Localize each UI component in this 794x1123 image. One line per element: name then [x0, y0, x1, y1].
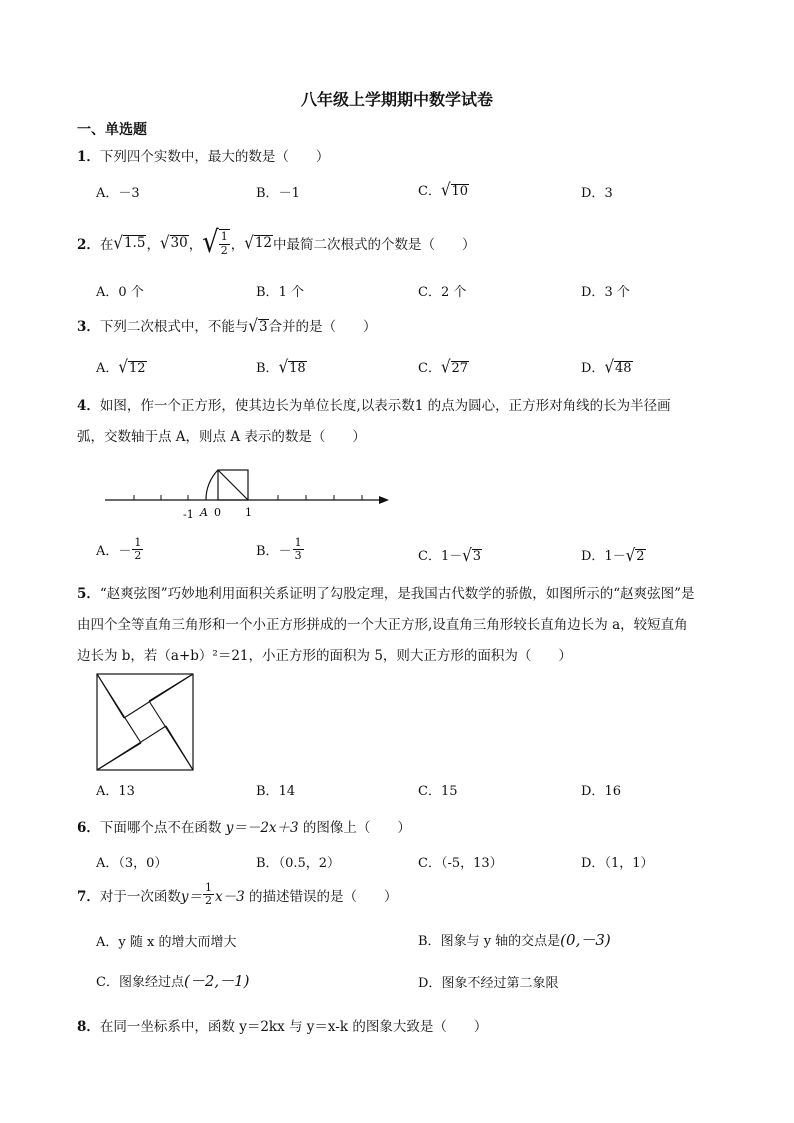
option-letter: C．	[418, 784, 441, 799]
option-text: （-5，13）	[440, 856, 503, 871]
option-letter: D．	[418, 976, 442, 991]
radical-sign: √	[159, 232, 170, 254]
q5-option-a	[96, 780, 135, 799]
q2-option-c	[418, 281, 466, 300]
option-letter: C．	[418, 184, 441, 199]
question-number: 5．	[77, 586, 100, 602]
option-text: 2 个	[440, 285, 467, 300]
option-text: 图象经过点	[118, 975, 184, 990]
option-letter: B．	[256, 784, 279, 799]
compass-arc	[206, 470, 218, 500]
radical-sign: √	[440, 179, 451, 201]
radicand: 30	[170, 235, 188, 252]
prefix: 1－	[440, 549, 463, 564]
formula-tail: x－3	[215, 888, 245, 905]
radical-sign: √	[462, 544, 472, 566]
question-5-line-2: 由四个全等直角三角形和一个小正方形拼成的一个大正方形,设直角三角形较长直角边长为 a，较短直角	[77, 617, 688, 633]
q4-option-d	[581, 545, 646, 564]
radical-sign: √	[248, 315, 258, 337]
option-letter: A．	[96, 285, 119, 300]
numerator: 1	[134, 536, 142, 549]
stem-text: 合并的是（ ）	[268, 319, 377, 335]
option-letter: A．	[96, 544, 119, 560]
question-6	[77, 816, 411, 836]
q7-option-d	[418, 972, 558, 991]
q1-option-b	[256, 182, 300, 201]
q4-option-a	[96, 537, 144, 562]
numerator: 1	[220, 230, 228, 244]
stem-text: 在	[99, 237, 114, 253]
question-8	[77, 1015, 487, 1035]
question-4-line-1	[77, 394, 671, 414]
question-number: 1．	[77, 149, 100, 165]
label-point-a: A	[200, 506, 208, 519]
option-text: （3，0）	[118, 856, 168, 871]
option-letter: A．	[96, 361, 119, 376]
q1-option-c	[418, 180, 469, 199]
q1-option-a	[96, 182, 140, 201]
option-text: 0 个	[118, 285, 144, 300]
option-letter: D．	[581, 856, 605, 871]
radical-sign: √	[440, 356, 451, 378]
question-7	[77, 882, 398, 907]
q4-option-c	[418, 545, 482, 564]
option-letter: B．	[256, 186, 279, 201]
denominator: 2	[220, 243, 228, 257]
option-text: 3	[604, 186, 613, 201]
option-letter: B．	[418, 934, 441, 949]
q3-option-d	[581, 357, 633, 376]
q2-option-d	[581, 281, 630, 300]
question-2	[77, 225, 476, 261]
question-number: 3．	[77, 319, 100, 335]
option-text: y 随 x 的增大而增大	[118, 935, 237, 950]
radicand: 2	[636, 549, 645, 564]
zhao-shuang-diagram	[96, 673, 194, 771]
question-3	[77, 315, 377, 335]
q7-option-a	[96, 931, 236, 950]
radicand: 48	[615, 361, 632, 376]
inner-triangles	[97, 674, 193, 770]
option-letter: C．	[96, 975, 119, 990]
separator: ，	[188, 237, 203, 253]
sign: －	[278, 544, 292, 560]
option-text: 13	[118, 784, 135, 799]
square-diagonal	[218, 470, 248, 500]
stem-text: 的描述错误的是（ ）	[249, 888, 398, 905]
q1-option-d	[581, 182, 613, 201]
denominator: 2	[205, 894, 213, 908]
radicand: 1.5	[123, 235, 146, 252]
prefix: 1－	[604, 549, 626, 564]
option-letter: D．	[581, 361, 605, 376]
stem-text: 如图，作一个正方形，使其边长为单位长度,以表示数1 的点为圆心，正方形对角线的长为半径画	[99, 398, 671, 414]
formula: y＝－2x＋3	[225, 820, 299, 836]
option-text: （1，1）	[604, 856, 654, 871]
option-text: 14	[278, 784, 296, 799]
option-letter: D．	[581, 186, 605, 201]
radicand: 18	[289, 361, 306, 376]
q5-option-b	[256, 780, 295, 799]
question-stem: 在同一坐标系中，函数 y＝2kx 与 y＝x-k 的图象大致是（ ）	[99, 1019, 488, 1035]
radical-sign: √	[604, 356, 614, 378]
q3-option-c	[418, 357, 469, 376]
separator: ，	[230, 237, 245, 253]
radicand: 27	[451, 361, 469, 376]
label-one: 1	[245, 506, 252, 519]
option-letter: C．	[418, 361, 441, 376]
option-text: 16	[604, 784, 621, 799]
question-4-line-2: 弧，交数轴于点 A，则点 A 表示的数是（ ）	[77, 429, 366, 445]
q7-option-c	[96, 970, 250, 991]
question-number: 8．	[77, 1019, 100, 1035]
q2-option-b	[256, 281, 304, 300]
option-text: 3 个	[604, 285, 630, 300]
q3-option-a	[96, 357, 147, 376]
option-letter: D．	[581, 285, 605, 300]
option-letter: D．	[581, 549, 605, 564]
question-stem: 下列四个实数中，最大的数是（ ）	[99, 149, 330, 165]
radical-sign: √	[278, 356, 289, 378]
radical-sign: √	[625, 544, 636, 566]
radical-sign: √	[244, 232, 254, 254]
stem-text: 中最简二次根式的个数是（ ）	[273, 237, 476, 253]
radical-sign: √	[113, 232, 123, 254]
option-letter: D．	[581, 784, 605, 799]
option-letter: B．	[256, 544, 279, 560]
question-5-line-3: 边长为 b，若（a+b）²＝21，小正方形的面积为 5，则大正方形的面积为（ ）	[77, 648, 572, 664]
stem-text: 下列二次根式中，不能与	[99, 319, 249, 335]
numerator: 1	[205, 881, 213, 894]
numerator: 1	[294, 536, 302, 549]
option-text: 图象不经过第二象限	[441, 976, 559, 991]
question-number: 7．	[77, 888, 100, 905]
option-letter: A．	[96, 784, 119, 799]
option-letter: A．	[96, 935, 119, 950]
question-number: 4．	[77, 398, 100, 414]
option-letter: C．	[418, 856, 441, 871]
q4-option-b	[256, 537, 305, 562]
option-text: 图象与 y 轴的交点是	[440, 934, 561, 949]
stem-text: 下面哪个点不在函数	[99, 820, 222, 836]
option-letter: B．	[256, 361, 279, 376]
label-zero: 0	[214, 506, 221, 519]
radical-sign: √	[118, 356, 128, 378]
q3-option-b	[256, 357, 307, 376]
question-5-line-1	[77, 582, 695, 602]
option-text: 1 个	[278, 285, 304, 300]
q5-option-d	[581, 780, 621, 799]
stem-text: 的图像上（ ）	[302, 820, 411, 836]
radicand: 3	[472, 549, 482, 564]
radicand: 3	[258, 319, 268, 335]
outer-square	[97, 674, 193, 770]
number-line-figure	[100, 462, 400, 526]
option-letter: B．	[256, 285, 279, 300]
option-letter: A．	[96, 856, 119, 871]
question-number: 6．	[77, 820, 100, 836]
question-1	[77, 145, 329, 165]
radicand: 12	[128, 361, 146, 376]
denominator: 2	[134, 549, 142, 563]
option-letter: C．	[418, 549, 441, 564]
option-letter: B．	[256, 856, 279, 871]
q5-option-c	[418, 780, 458, 799]
radicand: 10	[451, 184, 469, 199]
question-number: 2．	[77, 237, 100, 253]
sign: －	[118, 544, 132, 560]
fraction	[293, 537, 304, 562]
option-letter: A．	[96, 186, 119, 201]
coordinate: (0,－3)	[560, 931, 611, 949]
q6-option-a	[96, 852, 167, 871]
option-text: 15	[440, 784, 458, 799]
stem-text: “赵爽弦图”巧妙地利用面积关系证明了勾股定理，是我国古代数学的骄傲，如图所示的“赵爽弦图”是	[99, 586, 695, 602]
option-letter: C．	[418, 285, 441, 300]
q6-option-d	[581, 852, 653, 871]
radicand: 12	[254, 235, 273, 252]
arrow-head-icon	[379, 496, 389, 504]
page-title: 八年级上学期期中数学试卷	[300, 90, 493, 109]
fraction	[203, 882, 214, 907]
formula-lhs: y＝	[180, 888, 203, 905]
fraction	[219, 229, 230, 256]
q6-option-b	[256, 852, 340, 871]
denominator: 3	[294, 549, 302, 563]
stem-text: 对于一次函数	[99, 888, 181, 905]
q7-option-b	[418, 929, 611, 950]
option-text: －3	[118, 186, 140, 201]
q6-option-c	[418, 852, 503, 871]
fraction	[132, 537, 143, 562]
option-text: －1	[278, 186, 300, 201]
section-heading: 一、单选题	[77, 122, 147, 138]
label-minus-one: -1	[183, 508, 194, 521]
q2-option-a	[96, 281, 144, 300]
radical-sign: √	[202, 225, 219, 261]
option-text: （0.5，2）	[278, 856, 341, 871]
separator: ，	[146, 237, 160, 253]
coordinate: (－2,－1)	[183, 972, 250, 990]
